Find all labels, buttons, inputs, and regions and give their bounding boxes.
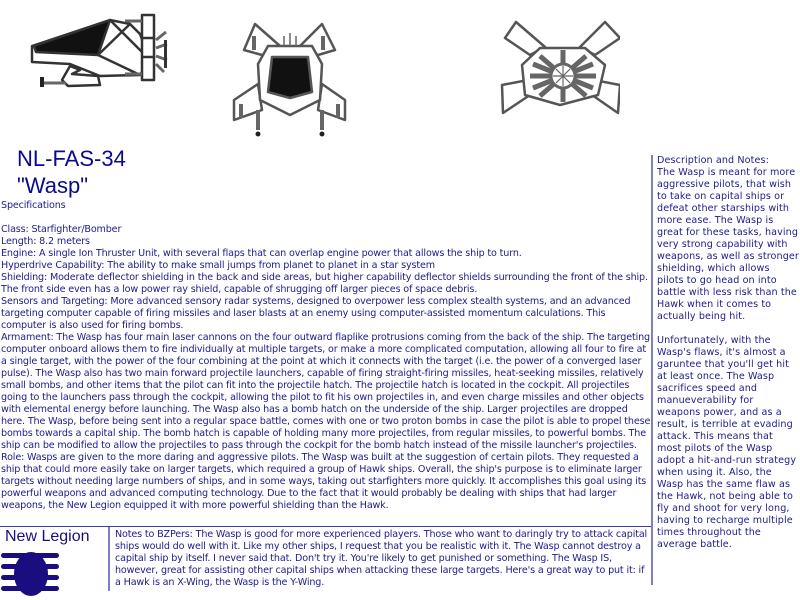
description-section (657, 155, 799, 551)
description-heading: Description and Notes: (657, 155, 769, 166)
spec-class: Class: Starfighter/Bomber (1, 224, 122, 235)
description-paragraph: Unfortunately, with the Wasp's flaws, it's almost a garuntee that you'll get hit at least once. The Wasp sacrifices speed and manueverability for weapons power, and as a result, is terrible at evading attack. This means that most pilots of the Wasp adopt a hit-and-run strategy when using it. Also, the Wasp has the same flaw as the Hawk, not being able to fly and shoot for very long, having to recharge multiple times throughout the average battle. (657, 335, 797, 550)
ship-rear-view-icon (500, 18, 620, 118)
spec-length: Length: 8.2 meters (1, 236, 90, 247)
spec-armament: Armament: The Wasp has four main laser cannons on the four outward flaplike protrusions coming from the back of the ship. The targeting computer onboard allows them to fire individually at multiple targets, or make a more complicated computation, allowing all four to fire at a single target, with the power of the four combining at the point at which it connects with the target (i.e. the power of a converged laser pulse). The Wasp also has two main forward projectile launchers, capable of firing straight-firing missiles, heat-seeking missiles, relatively small bombs, and other items that the pilot can fit into the projectile hatch. The projectile hatch is located in the cockpit. All projectiles going to the launchers pass through the cockpit, allowing the pilot to fit his own projectiles in, and even charge missiles and other objects with elemental energy before launching. The Wasp also has a bomb hatch on the underside of the ship. Larger projectiles are dropped here. The Wasp, before being sent into a regular space battle, comes with one or two proton bombs in case the pilot is able to propel these bombs towards a capital ship. The bomb hatch is capable of holding many more projectiles, from regular missiles, to powerful bombs. The ship can be modified to allow the projectiles to pass through the cockpit for the bomb hatch instead of the missile launcher's projectiles. (1, 332, 651, 451)
ship-name: "Wasp" (17, 173, 89, 198)
section-divider (0, 526, 651, 527)
spec-engine: Engine: A single Ion Thruster Unit, with several flaps that can overlap engine power that allows the ship to turn. (1, 248, 522, 259)
faction-name: New Legion (5, 528, 90, 545)
ship-front-view-icon (230, 20, 350, 145)
ship-designation: NL-FAS-34 (17, 146, 126, 171)
column-divider (651, 155, 653, 585)
spec-hyperdrive: Hyperdrive Capability: The ability to make small jumps from planet to planet in a star system (1, 260, 435, 271)
notes-divider (108, 527, 110, 591)
specifications-heading: Specifications (1, 200, 66, 211)
notes-to-bzpers: Notes to BZPers: The Wasp is good for more experienced players. Those who want to daringly try to attack capital ships would do well with it. Like my other ships, I request that you be realistic with it. The Wasp cannot destroy a capital ship by itself. I never said that. Don't try it. You're likely to get punished or something. The Wasp IS, however, great for assisting other capital ships when attacking these large targets. Here's a great way to put it: if a Hawk is an X-Wing, the Wasp is the Y-Wing. (115, 529, 648, 588)
spec-shielding: Shielding: Moderate deflector shielding in the back and side areas, but higher capability deflector shields surrounding the front of the ship. The front side even has a low power ray shield, capable of shrugging off larger pieces of space debris. (1, 272, 648, 295)
description-paragraph: The Wasp is meant for more aggressive pilots, that wish to take on capital ships or defeat other starships with more ease. The Wasp is great for these tasks, having very strong capability with weapons, as well as stronger shielding, which allows pilots to go head on into battle with less risk than the Hawk when it comes to actually being hit. (657, 167, 799, 322)
specifications-section (1, 200, 651, 512)
spec-role: Role: Wasps are given to the more daring and aggressive pilots. The Wasp was built at the suggestion of certain pilots. They requested a ship that could more easily take on larger targets, which required a group of Hawk ships. Overall, the ship's purpose is to eliminate larger targets without needing large numbers of ships, and in some ways, taking out starfighters more quickly. It accomplishes this goal using its powerful weapons and advanced computing technology. Due to the fact that it would probably be dealing with ships that had larger weapons, the New Legion equipped it with more powerful shielding than the Hawk. (1, 452, 647, 511)
ship-side-view-icon (28, 12, 198, 92)
spec-sensors: Sensors and Targeting: More advanced sensory radar systems, designed to overpower less complex stealth systems, and an advanced targeting computer capable of firing missiles and laser blasts at an enemy using computer-assisted momentum calculations. This computer is also used for firing bombs. (1, 296, 631, 331)
new-legion-logo-icon (0, 550, 62, 598)
